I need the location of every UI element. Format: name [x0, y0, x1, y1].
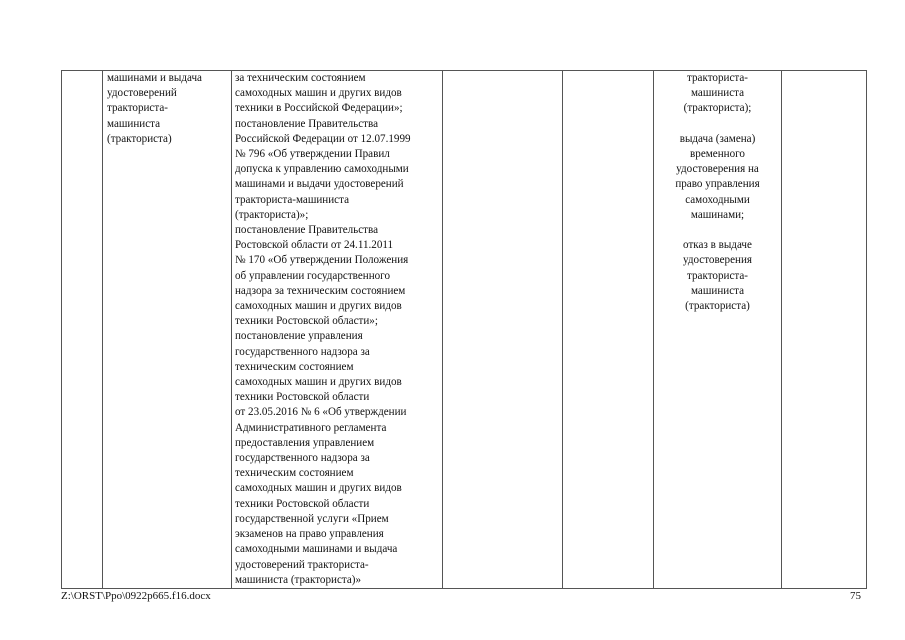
text-line: удостоверений [107, 87, 177, 100]
text-line: экзаменов на право управления [235, 528, 384, 541]
legal-basis-lines [232, 71, 442, 588]
page-number: 75 [850, 590, 861, 602]
text-line: удостоверения [682, 254, 753, 267]
text-line: государственной услуги «Прием [235, 512, 389, 525]
text-line: (тракториста)»; [235, 208, 309, 221]
text-line: самоходных машин и других видов [235, 87, 402, 100]
text-line: постановление Правительства [235, 224, 379, 237]
text-line: Российской Федерации от 12.07.1999 [235, 132, 411, 145]
text-line: машиниста [690, 87, 745, 100]
text-line: самоходными [685, 193, 750, 206]
text-line: самоходных машин и других видов [235, 376, 402, 389]
text-line: техники Ростовской области [235, 497, 370, 510]
legal-basis-cell [232, 71, 443, 589]
text-line: самоходных машин и других видов [235, 300, 402, 313]
table-row [62, 71, 867, 589]
text-line: право управления [675, 178, 760, 191]
text-line: Административного регламента [235, 421, 387, 434]
text-line: (тракториста) [685, 300, 750, 313]
text-line: (тракториста) [107, 132, 172, 145]
text-line: тракториста- [687, 72, 748, 84]
text-line: постановление управления [235, 330, 363, 343]
text-line: Ростовской области от 24.11.2011 [235, 239, 394, 252]
text-line: № 170 «Об утверждении Положения [235, 254, 409, 267]
text-line: выдача (замена) [679, 132, 756, 145]
text-line: машиниста [107, 117, 161, 130]
text-line: тракториста-машиниста [235, 193, 350, 206]
footer-file-path: Z:\ORST\Ppo\0922p665.f16.docx [61, 590, 211, 602]
text-line: № 796 «Об утверждении Правил [235, 148, 390, 161]
empty-cell [443, 71, 563, 589]
service-name-lines [103, 71, 231, 147]
document-table [61, 70, 867, 589]
empty-cell [782, 71, 867, 589]
text-line: за техническим состоянием [235, 72, 366, 84]
text-line: временного [690, 148, 745, 160]
text-line: техническим состоянием [235, 467, 354, 480]
service-name-cell [103, 71, 232, 589]
text-line: от 23.05.2016 № 6 «Об утверждении [235, 406, 407, 419]
text-line: техники Ростовской области»; [235, 315, 378, 328]
text-line: государственного надзора за [235, 452, 370, 465]
number-cell [62, 71, 103, 589]
text-line: предоставления управлением [235, 436, 375, 449]
text-line: техники в Российской Федерации»; [235, 102, 403, 115]
text-line: самоходных машин и других видов [235, 482, 402, 495]
text-line: тракториста- [107, 102, 168, 115]
result-lines [654, 71, 781, 314]
text-line: техническим состоянием [235, 360, 354, 373]
paragraph-gap [654, 223, 781, 238]
text-line: тракториста- [687, 269, 748, 282]
result-cell [654, 71, 782, 589]
text-line: отказ в выдаче [683, 239, 752, 252]
empty-cell [563, 71, 654, 589]
text-line: удостоверений тракториста- [235, 558, 369, 571]
text-line: государственного надзора за [235, 345, 370, 358]
text-line: об управлении государственного [235, 269, 391, 282]
text-line: допуска к управлению самоходными [235, 163, 409, 176]
paragraph-gap [654, 117, 781, 132]
text-line: постановление Правительства [235, 117, 379, 130]
text-line: удостоверения на [676, 163, 759, 176]
text-line: самоходными машинами и выдача [235, 543, 398, 556]
text-line: (тракториста); [683, 102, 752, 115]
text-line: техники Ростовской области [235, 391, 370, 404]
text-line: машинами и выдача [107, 72, 202, 84]
text-line: машинами и выдачи удостоверений [235, 178, 404, 191]
text-line: машинами; [690, 208, 745, 221]
text-line: надзора за техническим состоянием [235, 284, 406, 297]
text-line: машиниста [690, 284, 745, 297]
text-line: машиниста (тракториста)» [235, 573, 362, 586]
